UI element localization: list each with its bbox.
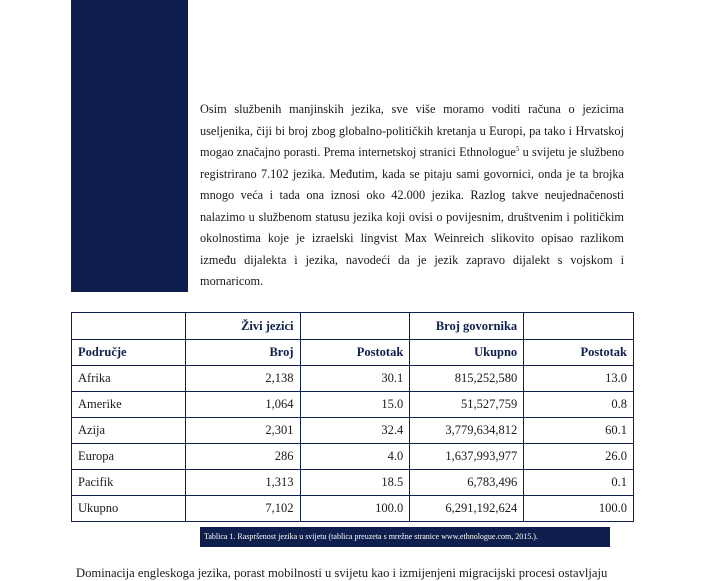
paragraph-text-part1: Osim službenih manjinskih jezika, sve više moramo voditi računa o jezicima useljenika, čiji bi broj zbog globalno-političkih kretanja u Europi, pa tako i Hrvatskoj mogao značajno porasti. Prema internetskoj stranici Ethnologue [200, 102, 624, 160]
table-row [72, 470, 634, 496]
empty-cell [72, 313, 186, 340]
cell-count: 1,313 [185, 470, 300, 496]
col-header-count: Broj [185, 340, 300, 366]
cell-total: 815,252,580 [410, 366, 524, 392]
col-header-area: Područje [72, 340, 186, 366]
cell-percent1: 4.0 [300, 444, 410, 470]
table-column-header-row [72, 340, 634, 366]
cell-total: 3,779,634,812 [410, 418, 524, 444]
cell-area: Afrika [72, 366, 186, 392]
table-row [72, 366, 634, 392]
table-row [72, 496, 634, 522]
table-row [72, 392, 634, 418]
cell-total: 51,527,759 [410, 392, 524, 418]
cell-area: Amerike [72, 392, 186, 418]
cell-total: 6,783,496 [410, 470, 524, 496]
cell-percent1: 30.1 [300, 366, 410, 392]
cell-count: 2,301 [185, 418, 300, 444]
cell-area: Ukupno [72, 496, 186, 522]
empty-cell [524, 313, 634, 340]
cell-total: 6,291,192,624 [410, 496, 524, 522]
cell-area: Europa [72, 444, 186, 470]
cell-percent2: 100.0 [524, 496, 634, 522]
cell-percent1: 15.0 [300, 392, 410, 418]
cell-percent2: 0.1 [524, 470, 634, 496]
table-row [72, 418, 634, 444]
cell-total: 1,637,993,977 [410, 444, 524, 470]
table-group-header-row [72, 313, 634, 340]
cell-percent2: 60.1 [524, 418, 634, 444]
cell-percent1: 100.0 [300, 496, 410, 522]
cell-percent2: 26.0 [524, 444, 634, 470]
empty-cell [300, 313, 410, 340]
col-header-percent1: Postotak [300, 340, 410, 366]
table-row [72, 444, 634, 470]
paragraph-text-part2: u svijetu je službeno registrirano 7.102 jezika. Međutim, kada se pitaju sami govornici, onda je ta brojka mnogo veća i tada ona iznosi oko 42.000 jezika. Razlog takve neujednačenosti nalazimo u službenom statusu jezika koji ovisi o povijesnim, društvenim i političkim okolnostima koje je izraelski lingvist Max Weinreich slikovito opisao razlikom između dijalekta i jezika, navodeći da je jezik zapravo dijalekt s vojskom i mornaricom. [200, 145, 624, 289]
table-caption: Tablica 1. Raspršenost jezika u svijetu (tablica preuzeta s mrežne stranice www.ethnologue.com, 2015.). [200, 527, 610, 547]
cell-count: 2,138 [185, 366, 300, 392]
body-paragraph [200, 99, 624, 293]
col-header-total: Ukupno [410, 340, 524, 366]
decorative-sidebar-bar [71, 0, 188, 292]
cell-count: 286 [185, 444, 300, 470]
cell-area: Azija [72, 418, 186, 444]
cell-area: Pacifik [72, 470, 186, 496]
cell-percent1: 32.4 [300, 418, 410, 444]
cell-count: 7,102 [185, 496, 300, 522]
col-header-percent2: Postotak [524, 340, 634, 366]
languages-table [71, 312, 634, 522]
cell-percent1: 18.5 [300, 470, 410, 496]
footnote-reference: 5 [515, 145, 520, 154]
group-header-living-languages: Živi jezici [185, 313, 300, 340]
continued-paragraph-line: Dominacija engleskoga jezika, porast mobilnosti u svijetu kao i izmijenjeni migracijski procesi ostavljaju [76, 566, 608, 580]
cell-percent2: 13.0 [524, 366, 634, 392]
cell-count: 1,064 [185, 392, 300, 418]
group-header-speakers: Broj govornika [410, 313, 524, 340]
cell-percent2: 0.8 [524, 392, 634, 418]
